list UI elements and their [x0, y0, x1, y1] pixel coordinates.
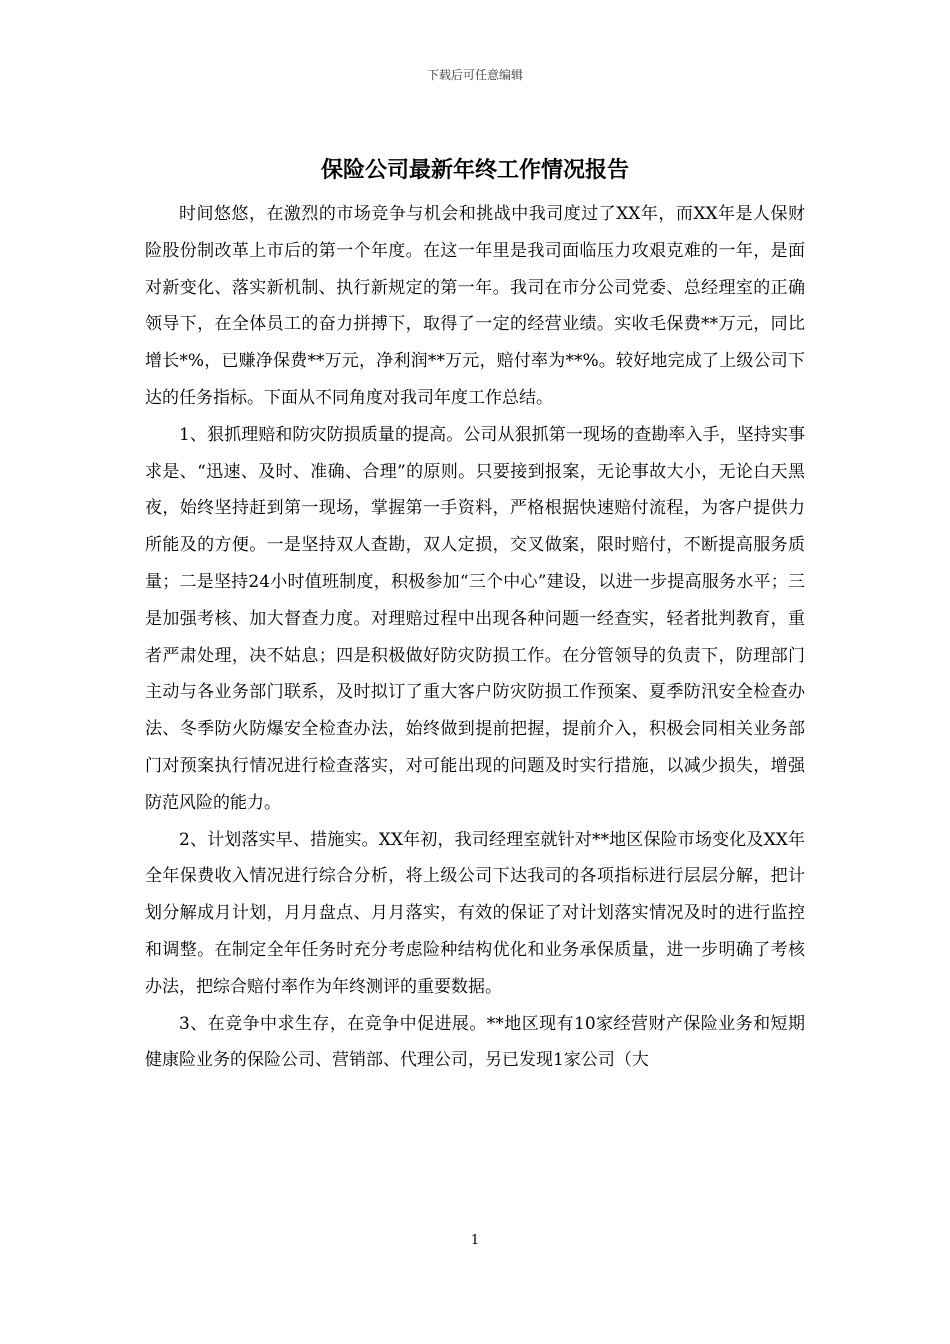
paragraph-claims-quality: 1、狠抓理赔和防灾防损质量的提高。公司从狠抓第一现场的查勘率入手，坚持实事求是、“迅速、及时、准确、合理”的原则。只要接到报案，无论事故大小，无论白天黑夜，始终坚持赶到第一现场，掌握第一手资料，严格根据快速赔付流程，为客户提供力所能及的方便。一是坚持双人查勘，双人定损，交叉做案，限时赔付，不断提高服务质量；二是坚持24小时值班制度，积极参加“三个中心”建设，以进一步提高服务水平；三是加强考核、加大督查力度。对理赔过程中出现各种问题一经查实，轻者批判教育，重者严肃处理，决不姑息；四是积极做好防灾防损工作。在分管领导的负责下，防理部门主动与各业务部门联系，及时拟订了重大客户防灾防损工作预案、夏季防汛安全检查办法、冬季防火防爆安全检查办法，始终做到提前把握，提前介入，积极会同相关业务部门对预案执行情况进行检查落实，对可能出现的问题及时实行措施，以减少损失，增强防范风险的能力。	[145, 424, 805, 813]
page-number: 1	[470, 1233, 480, 1248]
document-body	[145, 196, 805, 1079]
paragraph-intro: 时间悠悠，在激烈的市场竞争与机会和挑战中我司度过了XX年，而XX年是人保财险股份制改革上市后的第一个年度。在这一年里是我司面临压力攻艰克难的一年，是面对新变化、落实新机制、执行新规定的第一年。我司在市分公司党委、总经理室的正确领导下，在全体员工的奋力拼搏下，取得了一定的经营业绩。实收毛保费**万元，同比增长*%，已赚净保费**万元，净利润**万元，赔付率为**%。较好地完成了上级公司下达的任务指标。下面从不同角度对我司年度工作总结。	[145, 204, 805, 408]
paragraph-planning: 2、计划落实早、措施实。XX年初，我司经理室就针对**地区保险市场变化及XX年全年保费收入情况进行综合分析，将上级公司下达我司的各项指标进行层层分解，把计划分解成月计划，月月盘点、月月落实，有效的保证了对计划落实情况及时的进行监控和调整。在制定全年任务时充分考虑险种结构优化和业务承保质量，进一步明确了考核办法，把综合赔付率作为年终测评的重要数据。	[145, 829, 805, 997]
page-header-note: 下载后可任意编辑	[426, 68, 523, 82]
document-title: 保险公司最新年终工作情况报告	[320, 157, 629, 183]
paragraph-competition: 3、在竞争中求生存，在竞争中促进展。**地区现有10家经营财产保险业务和短期健康险业务的保险公司、营销部、代理公司，另已发现1家公司（大	[145, 1013, 805, 1071]
